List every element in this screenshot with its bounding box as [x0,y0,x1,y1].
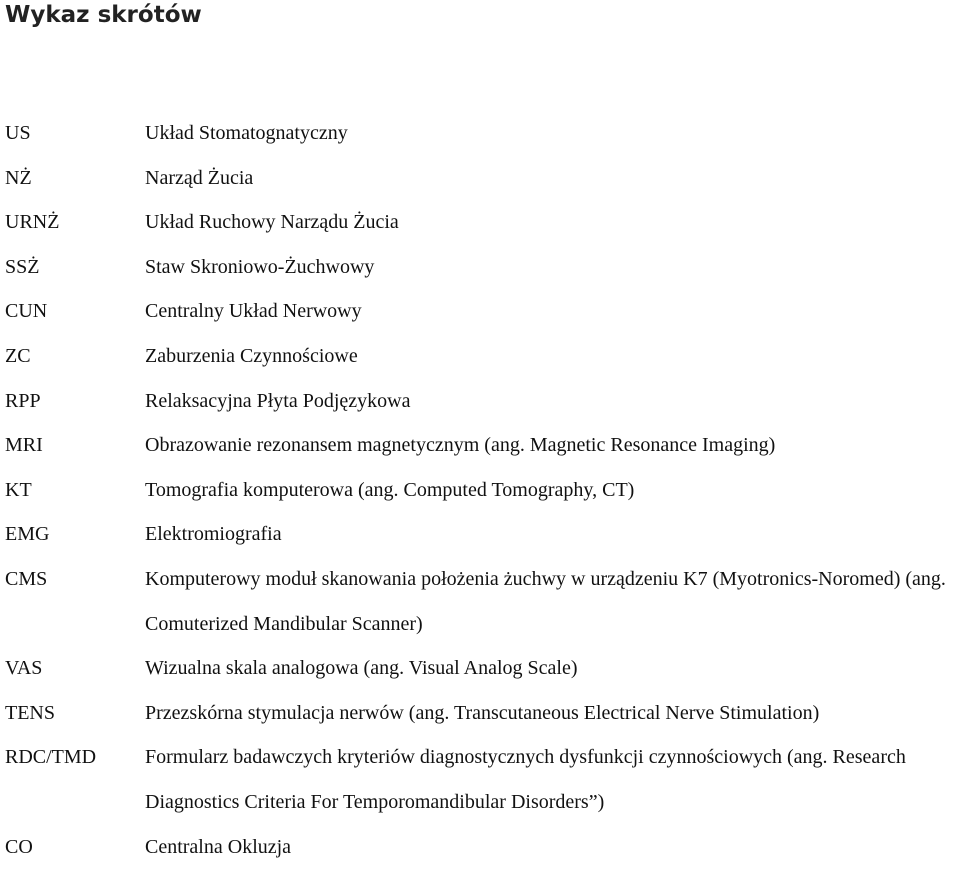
abbreviation: NŻ [5,166,32,189]
abbreviation-expansion: Relaksacyjna Płyta Podjęzykowa [145,389,411,412]
abbreviation: US [5,122,31,144]
abbreviation-expansion: Obrazowanie rezonansem magnetycznym (ang. Magnetic Resonance Imaging) [145,434,776,457]
list-item [0,512,960,557]
list-item [0,557,960,646]
abbreviation-list [0,111,960,869]
list-item [0,468,960,513]
abbreviation: KT [5,478,32,501]
list-item [0,111,960,156]
page-title: Wykaz skrótów [5,2,202,28]
list-item [0,156,960,201]
abbreviation-expansion: Komputerowy moduł skanowania położenia żuchwy w urządzeniu K7 (Myotronics-Noromed) (ang. Comuterized Mandibular Scanner) [145,567,946,635]
abbreviation-expansion: Przezskórna stymulacja nerwów (ang. Transcutaneous Electrical Nerve Stimulation) [145,701,820,724]
abbreviation-expansion: Narząd Żucia [145,166,254,189]
abbreviation-expansion: Układ Stomatognatyczny [145,122,348,144]
abbreviation-expansion: Staw Skroniowo-Żuchwowy [145,255,375,278]
list-item [0,423,960,468]
abbreviation: RPP [5,389,41,412]
abbreviation-expansion: Centralna Okluzja [145,835,292,858]
list-item [0,735,960,824]
abbreviation: URNŻ [5,211,60,234]
abbreviation: EMG [5,523,50,546]
list-item [0,334,960,379]
abbreviation: CUN [5,300,48,323]
list-item [0,245,960,290]
abbreviation-expansion: Formularz badawczych kryteriów diagnostycznych dysfunkcji czynnościowych (ang. Research Diagnostics Criteria For Temporomandibular Disorders”) [145,746,906,813]
abbreviation: TENS [5,701,55,724]
abbreviation: SSŻ [5,255,40,278]
abbreviation: VAS [5,657,43,680]
abbreviation: ZC [5,344,31,367]
abbreviation-expansion: Centralny Układ Nerwowy [145,300,362,323]
list-item [0,200,960,245]
abbreviation: CO [5,835,33,858]
abbreviation-expansion: Tomografia komputerowa (ang. Computed Tomography, CT) [145,478,635,501]
abbreviation-expansion: Wizualna skala analogowa (ang. Visual Analog Scale) [145,657,578,680]
abbreviation: RDC/TMD [5,746,97,769]
list-item [0,691,960,736]
abbreviation-expansion: Elektromiografia [145,523,282,546]
abbreviation: CMS [5,567,48,590]
abbreviation-expansion: Zaburzenia Czynnościowe [145,344,358,367]
list-item [0,825,960,870]
list-item [0,289,960,334]
abbreviation: MRI [5,434,43,457]
abbreviation-expansion: Układ Ruchowy Narządu Żucia [145,211,399,234]
list-item [0,379,960,424]
list-item [0,646,960,691]
